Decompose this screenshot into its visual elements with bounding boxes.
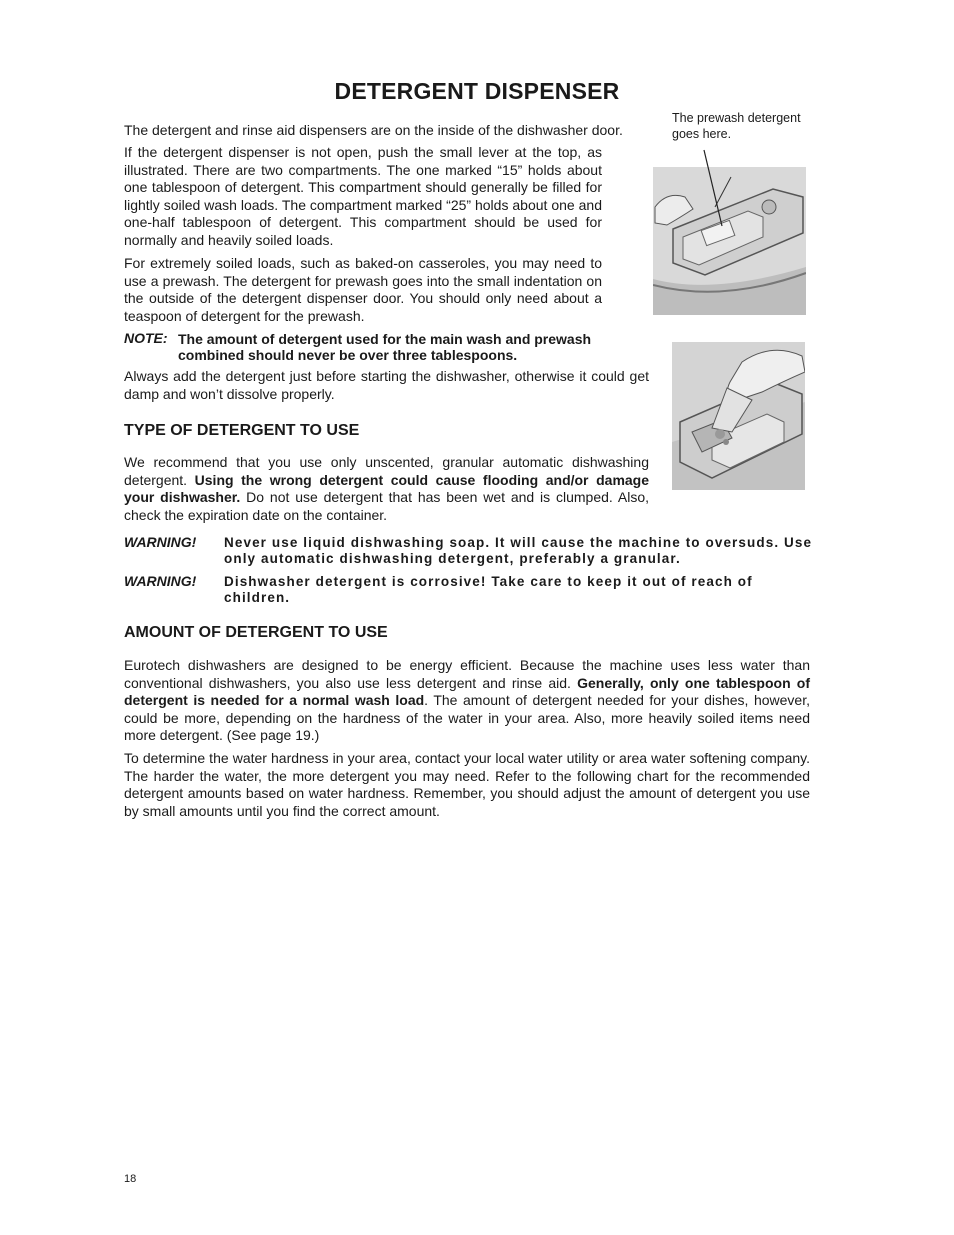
type-of-detergent-paragraph [124, 454, 649, 524]
type-text-c: Do not use detergent that has been wet and is clumped. Also, check the expiration date on the container. [124, 489, 649, 523]
note-text: The amount of detergent used for the main wash and prewash combined should never be over three tablespoons. [178, 331, 592, 363]
type-of-detergent-heading: TYPE OF DETERGENT TO USE [124, 422, 360, 439]
type-text-bold: Using the wrong detergent could cause flooding and/or damage your dishwasher. [124, 471, 650, 506]
warning-2-text: Dishwasher detergent is corrosive! Take care to keep it out of reach of children. [224, 574, 753, 605]
intro-paragraph: The detergent and rinse aid dispensers are on the inside of the dishwasher door. [124, 122, 623, 138]
filling-detergent-drawing [672, 342, 805, 490]
prewash-paragraph: For extremely soiled loads, such as baked-on casseroles, you may need to use a prewash. The detergent for prewash goes into the small indentation on the outside of the detergent dispenser door. You should only need about a teaspoon of detergent for the prewash. [124, 255, 602, 324]
dispenser-paragraph: If the detergent dispenser is not open, push the small lever at the top, as illustrated. There are two compartments. The one marked “15” holds about one tablespoon of detergent. This compartment should generally be filled for lightly soiled wash loads. The compartment marked “25” holds about one and one-half tablespoon of detergent. This compartment should be used for normally and heavily soiled loads. [124, 144, 602, 248]
caption-pointer-line [700, 148, 730, 228]
note-label: NOTE: [124, 330, 168, 346]
warning-1-text: Never use liquid dishwashing soap. It will cause the machine to oversuds. Use only automatic dishwashing detergent, preferably a granular. [224, 535, 813, 566]
page-number: 18 [124, 1173, 137, 1185]
timing-paragraph: Always add the detergent just before starting the dishwasher, otherwise it could get damp and won’t dissolve properly. [124, 368, 649, 402]
warning-2-label: WARNING! [124, 573, 197, 589]
warning-1-label: WARNING! [124, 534, 197, 550]
amount-paragraph-1 [124, 657, 810, 745]
amount-text-bold: Generally, only one tablespoon of detergent is needed for a normal wash load [124, 674, 810, 709]
amount-text-a: Eurotech dishwashers are designed to be energy efficient. Because the machine uses less water than conventional dishwashers, you also use less detergent and rinse aid. [124, 657, 810, 691]
figure-caption: The prewash detergent goes here. [672, 111, 801, 141]
amount-text-c: . The amount of detergent needed for your dishes, however, could be more, depending on the hardness of the water in your area. Also, more heavily soiled items need more detergent. (See page 19.) [124, 692, 810, 744]
page-title: DETERGENT DISPENSER [334, 78, 620, 104]
type-text-a: We recommend that you use only unscented, granular automatic dishwashing detergent. [124, 454, 649, 488]
amount-paragraph-2: To determine the water hardness in your area, contact your local water utility or area water softening company. The harder the water, the more detergent you may need. Refer to the following chart for the recommended detergent amounts based on water hardness. Remember, you should adjust the amount of detergent you use by small amounts until you find the correct amount. [124, 750, 810, 819]
filling-detergent-illustration [672, 342, 805, 490]
amount-of-detergent-heading: AMOUNT OF DETERGENT TO USE [124, 624, 388, 641]
